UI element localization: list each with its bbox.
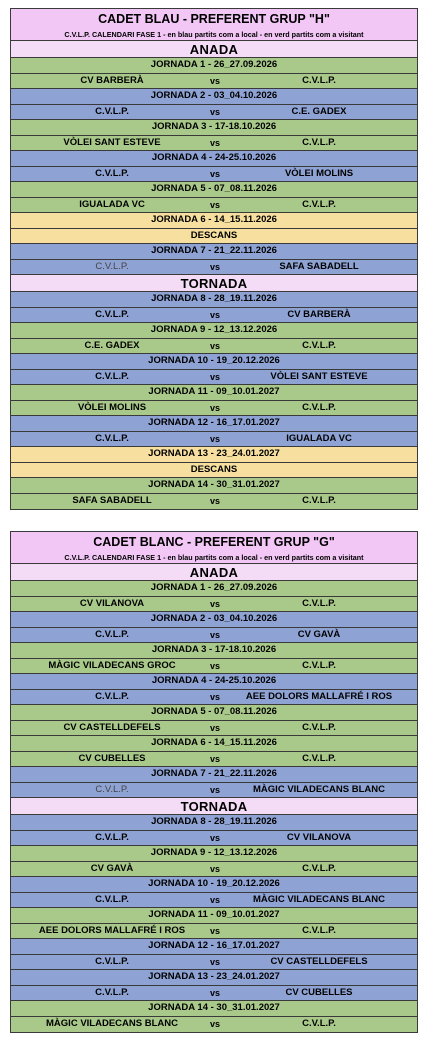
match-row xyxy=(11,721,417,737)
away-team: C.V.L.P. xyxy=(302,401,336,413)
rest-row: DESCANS xyxy=(11,463,417,479)
away-team: C.V.L.P. xyxy=(302,752,336,764)
jornada-header: JORNADA 10 - 19_20.12.2026 xyxy=(11,354,417,370)
versus-label: vs xyxy=(209,495,220,506)
versus-label: vs xyxy=(209,598,220,609)
versus-label: vs xyxy=(209,106,220,117)
cadet-blanc-calendar xyxy=(10,531,418,1033)
jornada-header: JORNADA 9 - 12_13.12.2026 xyxy=(11,846,417,862)
away-team: C.V.L.P. xyxy=(302,198,336,210)
away-team: C.V.L.P. xyxy=(302,1017,336,1029)
jornada-header: JORNADA 7 - 21_22.11.2026 xyxy=(11,767,417,783)
jornada-header: JORNADA 4 - 24-25.10.2026 xyxy=(11,151,417,167)
home-team: CV VILANOVA xyxy=(79,597,145,609)
jornada-header: JORNADA 14 - 30_31.01.2027 xyxy=(11,1001,417,1017)
match-row xyxy=(11,955,417,971)
home-team: C.V.L.P. xyxy=(95,105,129,117)
versus-label: vs xyxy=(209,261,220,272)
home-team: SAFA SABADELL xyxy=(72,494,152,506)
away-team: C.V.L.P. xyxy=(302,862,336,874)
match-row xyxy=(11,136,417,152)
home-team: C.V.L.P. xyxy=(95,167,129,179)
versus-label: vs xyxy=(209,863,220,874)
home-team: C.E. GADEX xyxy=(84,339,140,351)
home-team: C.V.L.P. xyxy=(95,783,129,795)
jornada-header: JORNADA 11 - 09_10.01.2027 xyxy=(11,908,417,924)
jornada-header: JORNADA 8 - 28_19.11.2026 xyxy=(11,815,417,831)
versus-label: vs xyxy=(209,925,220,936)
away-team: VÒLEI MOLINS xyxy=(284,167,354,179)
home-team: C.V.L.P. xyxy=(95,893,129,905)
fixture-list xyxy=(11,581,417,1032)
home-team: VÒLEI SANT ESTEVE xyxy=(63,136,161,148)
match-row xyxy=(11,893,417,909)
home-team: AEE DOLORS MALLAFRÉ I ROS xyxy=(38,924,186,936)
away-team: IGUALADA VC xyxy=(286,432,352,444)
home-team: IGUALADA VC xyxy=(79,198,145,210)
match-row xyxy=(11,198,417,214)
group-title: CADET BLAU - PREFERENT GRUP "H" xyxy=(11,9,417,29)
match-row xyxy=(11,167,417,183)
away-team: C.V.L.P. xyxy=(302,597,336,609)
away-team: C.V.L.P. xyxy=(302,659,336,671)
away-team: CV CASTELLDEFELS xyxy=(270,955,368,967)
match-row xyxy=(11,339,417,355)
match-row xyxy=(11,370,417,386)
away-team: C.V.L.P. xyxy=(302,136,336,148)
group-subtitle: C.V.L.P. CALENDARI FASE 1 - en blau partits com a local - en verd partits com a visitant xyxy=(11,552,417,564)
match-row xyxy=(11,924,417,940)
phase-anada: ANADA xyxy=(11,564,417,581)
match-row xyxy=(11,1017,417,1033)
home-team: MÀGIC VILADECANS GROC xyxy=(48,659,176,671)
phase-anada: ANADA xyxy=(11,41,417,58)
home-team: MÀGIC VILADECANS BLANC xyxy=(46,1017,178,1029)
versus-label: vs xyxy=(209,691,220,702)
match-row xyxy=(11,105,417,121)
home-team: C.V.L.P. xyxy=(95,690,129,702)
match-row xyxy=(11,494,417,510)
match-row xyxy=(11,783,417,799)
match-row xyxy=(11,308,417,324)
jornada-header: JORNADA 10 - 19_20.12.2026 xyxy=(11,877,417,893)
versus-label: vs xyxy=(209,660,220,671)
versus-label: vs xyxy=(209,340,220,351)
home-team: C.V.L.P. xyxy=(95,432,129,444)
group-subtitle: C.V.L.P. CALENDARI FASE 1 - en blau partits com a local - en verd partits com a visitant xyxy=(11,29,417,41)
jornada-header: JORNADA 13 - 23_24.01.2027 xyxy=(11,970,417,986)
jornada-header: JORNADA 7 - 21_22.11.2026 xyxy=(11,244,417,260)
away-team: C.E. GADEX xyxy=(291,105,347,117)
jornada-header: JORNADA 13 - 23_24.01.2027 xyxy=(11,447,417,463)
match-row xyxy=(11,597,417,613)
home-team: CV CUBELLES xyxy=(78,752,146,764)
jornada-header: JORNADA 1 - 26_27.09.2026 xyxy=(11,58,417,74)
away-team: AEE DOLORS MALLAFRÉ I ROS xyxy=(245,690,393,702)
home-team: CV BARBERÀ xyxy=(80,74,144,86)
home-team: CV CASTELLDEFELS xyxy=(63,721,161,733)
away-team: C.V.L.P. xyxy=(302,339,336,351)
versus-label: vs xyxy=(209,371,220,382)
versus-label: vs xyxy=(209,753,220,764)
versus-label: vs xyxy=(209,433,220,444)
home-team: VÒLEI MOLINS xyxy=(77,401,147,413)
jornada-header: JORNADA 2 - 03_04.10.2026 xyxy=(11,612,417,628)
jornada-header: JORNADA 12 - 16_17.01.2027 xyxy=(11,416,417,432)
home-team: C.V.L.P. xyxy=(95,628,129,640)
jornada-header: JORNADA 6 - 14_15.11.2026 xyxy=(11,213,417,229)
versus-label: vs xyxy=(209,199,220,210)
jornada-header: JORNADA 5 - 07_08.11.2026 xyxy=(11,705,417,721)
jornada-header: JORNADA 4 - 24-25.10.2026 xyxy=(11,674,417,690)
jornada-header: JORNADA 1 - 26_27.09.2026 xyxy=(11,581,417,597)
away-team: CV CUBELLES xyxy=(285,986,353,998)
versus-label: vs xyxy=(209,832,220,843)
away-team: CV BARBERÀ xyxy=(287,308,351,320)
versus-label: vs xyxy=(209,894,220,905)
jornada-header: JORNADA 3 - 17-18.10.2026 xyxy=(11,643,417,659)
versus-label: vs xyxy=(209,137,220,148)
phase-tornada: TORNADA xyxy=(11,798,417,815)
match-row xyxy=(11,831,417,847)
away-team: CV GAVÀ xyxy=(297,628,341,640)
versus-label: vs xyxy=(209,784,220,795)
home-team: CV GAVÀ xyxy=(90,862,134,874)
away-team: SAFA SABADELL xyxy=(279,260,359,272)
away-team: MÀGIC VILADECANS BLANC xyxy=(253,893,385,905)
versus-label: vs xyxy=(209,956,220,967)
match-row xyxy=(11,862,417,878)
match-row xyxy=(11,659,417,675)
match-row xyxy=(11,401,417,417)
versus-label: vs xyxy=(209,1018,220,1029)
jornada-header: JORNADA 5 - 07_08.11.2026 xyxy=(11,182,417,198)
away-team: VÒLEI SANT ESTEVE xyxy=(270,370,368,382)
jornada-header: JORNADA 11 - 09_10.01.2027 xyxy=(11,385,417,401)
match-row xyxy=(11,986,417,1002)
match-row xyxy=(11,628,417,644)
versus-label: vs xyxy=(209,629,220,640)
match-row xyxy=(11,432,417,448)
match-row xyxy=(11,260,417,276)
jornada-header: JORNADA 12 - 16_17.01.2027 xyxy=(11,939,417,955)
versus-label: vs xyxy=(209,722,220,733)
rest-row: DESCANS xyxy=(11,229,417,245)
jornada-header: JORNADA 3 - 17-18.10.2026 xyxy=(11,120,417,136)
cadet-blau-calendar xyxy=(10,8,418,510)
jornada-header: JORNADA 6 - 14_15.11.2026 xyxy=(11,736,417,752)
home-team: C.V.L.P. xyxy=(95,831,129,843)
away-team: C.V.L.P. xyxy=(302,924,336,936)
home-team: C.V.L.P. xyxy=(95,308,129,320)
match-row xyxy=(11,752,417,768)
away-team: C.V.L.P. xyxy=(302,494,336,506)
versus-label: vs xyxy=(209,402,220,413)
away-team: C.V.L.P. xyxy=(302,721,336,733)
away-team: MÀGIC VILADECANS BLANC xyxy=(253,783,385,795)
versus-label: vs xyxy=(209,987,220,998)
versus-label: vs xyxy=(209,168,220,179)
home-team: C.V.L.P. xyxy=(95,986,129,998)
match-row xyxy=(11,690,417,706)
versus-label: vs xyxy=(209,309,220,320)
away-team: CV VILANOVA xyxy=(286,831,352,843)
group-title: CADET BLANC - PREFERENT GRUP "G" xyxy=(11,532,417,552)
phase-tornada: TORNADA xyxy=(11,275,417,292)
away-team: C.V.L.P. xyxy=(302,74,336,86)
match-row xyxy=(11,74,417,90)
jornada-header: JORNADA 2 - 03_04.10.2026 xyxy=(11,89,417,105)
fixture-list xyxy=(11,58,417,509)
home-team: C.V.L.P. xyxy=(95,260,129,272)
jornada-header: JORNADA 8 - 28_19.11.2026 xyxy=(11,292,417,308)
versus-label: vs xyxy=(209,75,220,86)
jornada-header: JORNADA 14 - 30_31.01.2027 xyxy=(11,478,417,494)
jornada-header: JORNADA 9 - 12_13.12.2026 xyxy=(11,323,417,339)
home-team: C.V.L.P. xyxy=(95,955,129,967)
home-team: C.V.L.P. xyxy=(95,370,129,382)
